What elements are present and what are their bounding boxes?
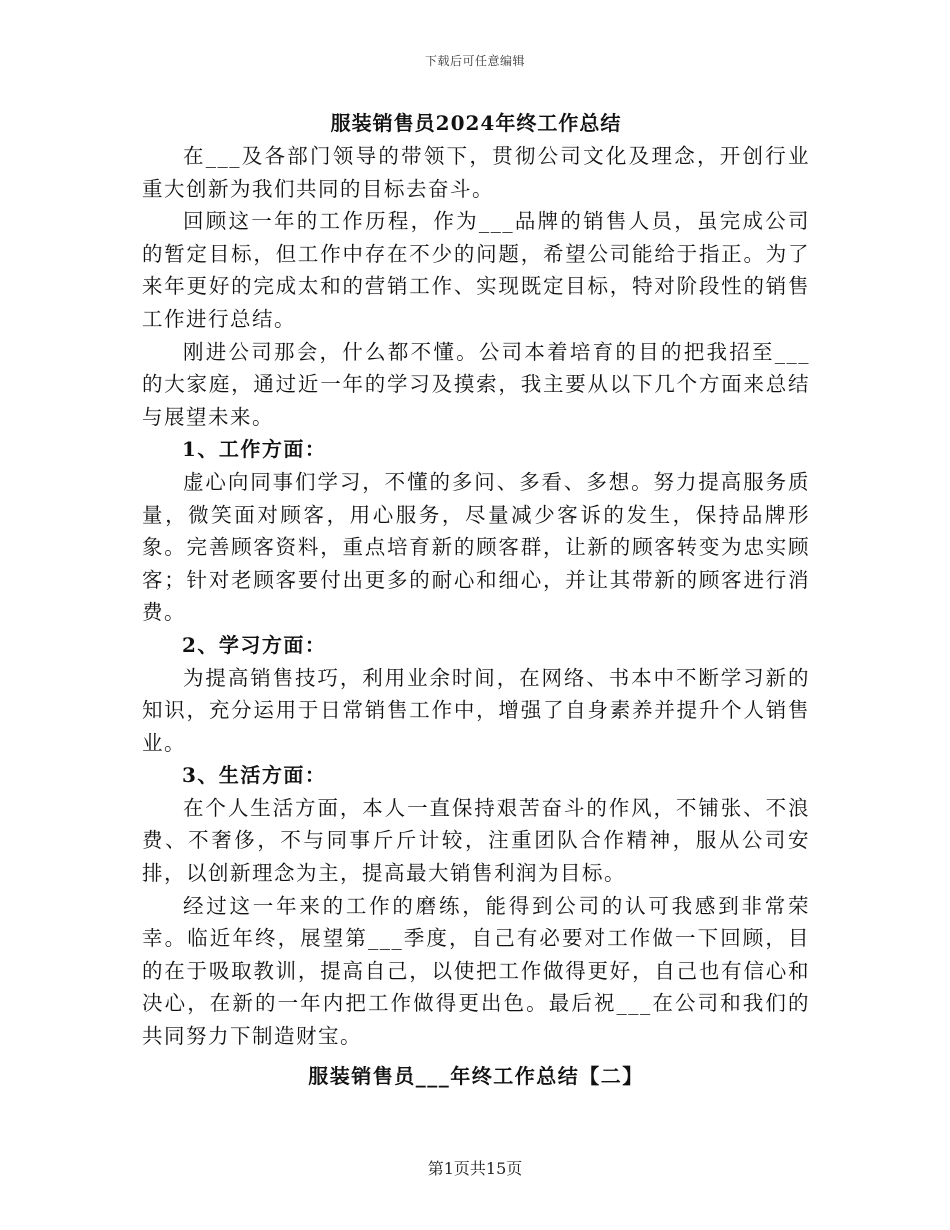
document-body [142,106,810,1093]
paragraph-onboarding: 刚进公司那会，什么都不懂。公司本着培育的目的把我招至___的大家庭，通过近一年的学习及摸索，我主要从以下几个方面来总结与展望未来。 [142,339,810,429]
paragraph-work: 虚心向同事们学习，不懂的多问、多看、多想。努力提高服务质量，微笑面对顾客，用心服务，尽量减少客诉的发生，保持品牌形象。完善顾客资料，重点培育新的顾客群，让新的顾客转变为忠实顾客；针对老顾客要付出更多的耐心和细心，并让其带新的顾客进行消费。 [142,469,810,625]
paragraph-study: 为提高销售技巧，利用业余时间，在网络、书本中不断学习新的知识，充分运用于日常销售工作中，增强了自身素养并提升个人销售业。 [142,665,810,755]
document-title: 服装销售员2024年终工作总结 [330,111,622,135]
paragraph-conclusion: 经过这一年来的工作的磨练，能得到公司的认可我感到非常荣幸。临近年终，展望第___季度，自己有必要对工作做一下回顾，目的在于吸取教训，提高自己，以使把工作做得更好，自己也有信心和决心，在新的一年内把工作做得更出色。最后祝___在公司和我们的共同努力下制造财宝。 [142,893,810,1049]
section-heading-study: 2、学习方面： [182,632,327,657]
section-heading-work: 1、工作方面： [182,437,327,462]
document-subtitle: 服装销售员___年终工作总结【二】 [308,1063,644,1088]
paragraph-review: 回顾这一年的工作历程，作为___品牌的销售人员，虽完成公司的暂定目标，但工作中存在不少的问题，希望公司能给于指正。为了来年更好的完成太和的营销工作、实现既定目标，特对阶段性的销售工作进行总结。 [142,209,810,331]
paragraph-life: 在个人生活方面，本人一直保持艰苦奋斗的作风，不铺张、不浪费、不奢侈，不与同事斤斤计较，注重团队合作精神，服从公司安排，以创新理念为主，提高最大销售利润为目标。 [142,795,810,886]
section-heading-life: 3、生活方面： [182,763,327,788]
header-note: 下载后可任意编辑 [424,54,525,68]
paragraph-intro: 在___及各部门领导的带领下，贯彻公司文化及理念，开创行业重大创新为我们共同的目标去奋斗。 [142,144,810,201]
page-number: 第1页共15页 [427,1159,523,1178]
